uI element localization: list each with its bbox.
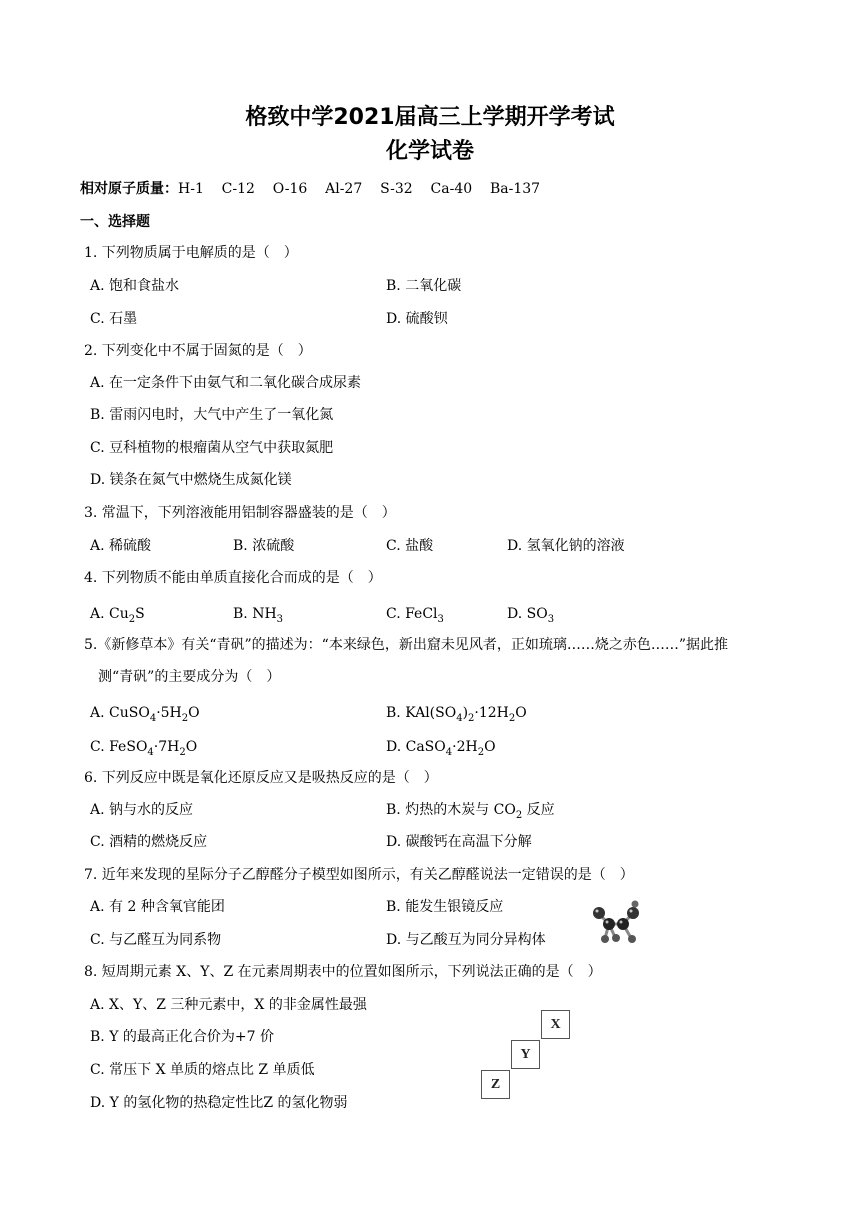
q3-option-a: A. 稀硫酸 bbox=[90, 538, 152, 554]
molecule-model-image bbox=[585, 898, 647, 950]
atomic-mass-o: O-16 bbox=[272, 181, 308, 197]
q7-stem: 7. 近年来发现的星际分子乙醇醛分子模型如图所示，有关乙醇醛说法一定错误的是（ ） bbox=[84, 867, 634, 883]
q4-option-c: C. FeCl$_3$ bbox=[386, 606, 444, 625]
q5-option-d: D. $CaSO_4\cdot 2H_2O$ bbox=[386, 739, 496, 758]
q3-option-b: B. 浓硫酸 bbox=[233, 538, 295, 554]
q5-stem-line1: 5.《新修草本》有关“青矾”的描述为：“本来绿色，新出窟未见风者，正如琉璃……烧之赤色……”据此推 bbox=[84, 637, 728, 653]
q6-option-b: B. 灼热的木炭与 $CO_2$ 反应 bbox=[386, 802, 555, 821]
q5-option-b: B. $KAl(SO_4)_2\cdot 12H_2O$ bbox=[386, 705, 527, 724]
periodic-cell-x: X bbox=[541, 1010, 570, 1039]
q4-option-b: B. $NH_3$ bbox=[233, 606, 284, 625]
q1-option-c: C. 石墨 bbox=[90, 311, 138, 327]
q6-option-a: A. 钠与水的反应 bbox=[90, 802, 194, 818]
q7-option-b: B. 能发生银镜反应 bbox=[386, 899, 504, 915]
q4-option-a: A. $Cu_2S$ bbox=[90, 606, 145, 625]
q7-option-a: A. 有 2 种含氧官能团 bbox=[90, 899, 225, 915]
q6-option-c: C. 酒精的燃烧反应 bbox=[90, 834, 208, 850]
q2-option-c: C. 豆科植物的根瘤菌从空气中获取氮肥 bbox=[90, 440, 334, 456]
periodic-cell-y: Y bbox=[511, 1040, 540, 1069]
atomic-mass-al: Al-27 bbox=[325, 181, 363, 197]
q5-option-c: C. $FeSO_4\cdot 7H_2O$ bbox=[90, 739, 198, 758]
atomic-mass-c: C-12 bbox=[221, 181, 255, 197]
q2-option-d: D. 镁条在氮气中燃烧生成氮化镁 bbox=[90, 472, 292, 488]
q7-option-c: C. 与乙醛互为同系物 bbox=[90, 932, 222, 948]
q3-stem: 3. 常温下，下列溶液能用铝制容器盛装的是（ ） bbox=[84, 505, 396, 521]
atomic-mass-h: H-1 bbox=[178, 181, 204, 197]
q1-option-a: A. 饱和食盐水 bbox=[90, 278, 180, 294]
q8-option-d: D. Y 的氢化物的热稳定性比Z 的氢化物弱 bbox=[90, 1095, 348, 1111]
q1-stem: 1. 下列物质属于电解质的是（ ） bbox=[84, 245, 298, 261]
q8-option-b: B. Y 的最高正化合价为+7 价 bbox=[90, 1029, 274, 1045]
q8-option-c: C. 常压下 X 单质的熔点比 Z 单质低 bbox=[90, 1062, 315, 1078]
section-title: 一、选择题 bbox=[80, 214, 150, 230]
q1-option-b: B. 二氧化碳 bbox=[386, 278, 462, 294]
atomic-mass-label: 相对原子质量： bbox=[80, 181, 178, 197]
q2-option-b: B. 雷雨闪电时，大气中产生了一氧化氮 bbox=[90, 407, 334, 423]
q6-stem: 6. 下列反应中既是氧化还原反应又是吸热反应的是（ ） bbox=[84, 770, 438, 786]
atomic-mass-line bbox=[80, 180, 540, 198]
q4-option-d: D. $SO_3$ bbox=[507, 606, 555, 625]
q8-option-a: A. X、Y、Z 三种元素中，X 的非金属性最强 bbox=[90, 997, 367, 1013]
q5-option-a: A. $CuSO_4\cdot 5H_2O$ bbox=[90, 705, 200, 724]
q8-stem: 8. 短周期元素 X、Y、Z 在元素周期表中的位置如图所示，下列说法正确的是（ ） bbox=[84, 964, 602, 980]
q1-option-d: D. 硫酸钡 bbox=[386, 311, 448, 327]
q3-option-d: D. 氢氧化钠的溶液 bbox=[507, 538, 625, 554]
q7-option-d: D. 与乙酸互为同分异构体 bbox=[386, 932, 546, 948]
q6-option-d: D. 碳酸钙在高温下分解 bbox=[386, 834, 532, 850]
exam-title: 格致中学2021届高三上学期开学考试 bbox=[245, 105, 615, 130]
atomic-mass-ba: Ba-137 bbox=[489, 181, 541, 197]
atomic-mass-ca: Ca-40 bbox=[430, 181, 473, 197]
q5-stem-line2: 测“青矾”的主要成分为（ ） bbox=[98, 669, 281, 685]
q4-stem: 4. 下列物质不能由单质直接化合而成的是（ ） bbox=[84, 570, 382, 586]
q2-stem: 2. 下列变化中不属于固氮的是（ ） bbox=[84, 343, 312, 359]
q2-option-a: A. 在一定条件下由氨气和二氧化碳合成尿素 bbox=[90, 375, 362, 391]
periodic-cell-z: Z bbox=[481, 1070, 510, 1099]
q3-option-c: C. 盐酸 bbox=[386, 538, 434, 554]
atomic-mass-s: S-32 bbox=[380, 181, 413, 197]
exam-subtitle: 化学试卷 bbox=[385, 139, 474, 164]
